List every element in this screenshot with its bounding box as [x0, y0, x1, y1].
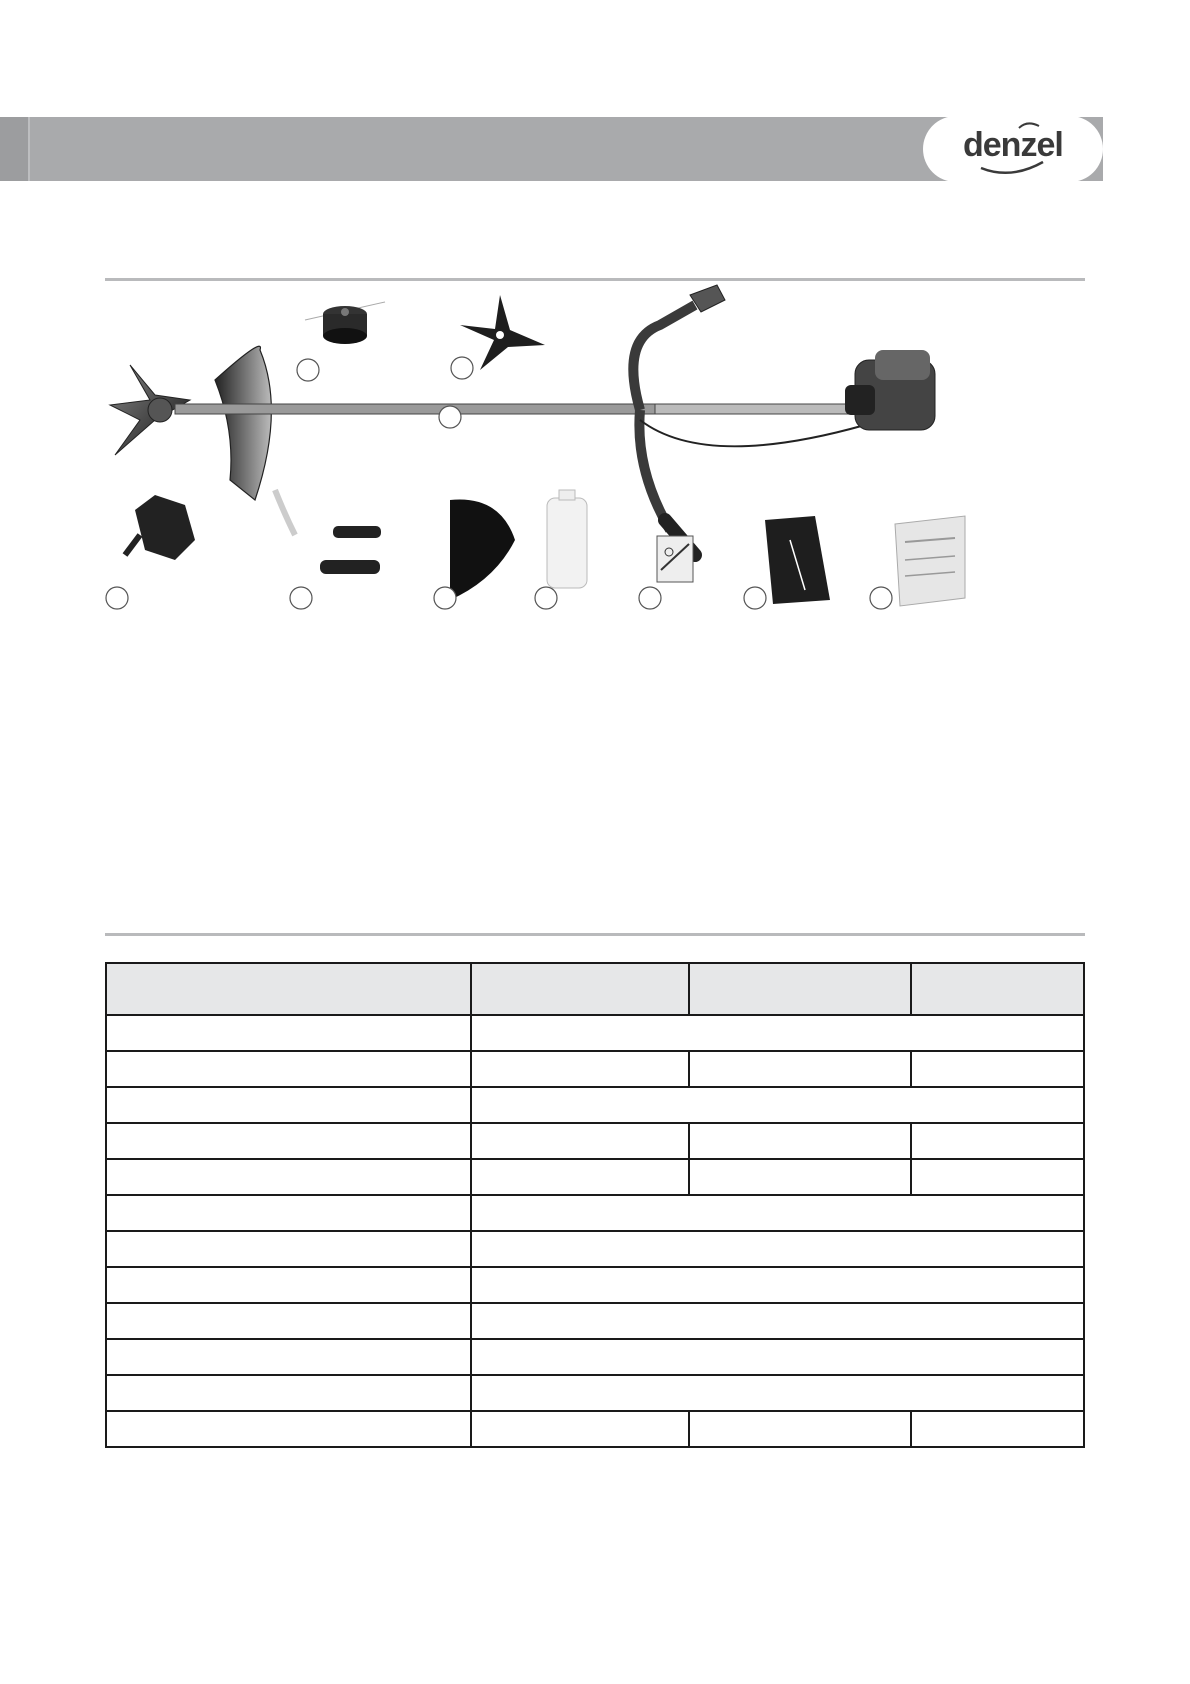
table-cell	[106, 1375, 471, 1411]
table-cell	[106, 1051, 471, 1087]
callout-circle	[639, 587, 661, 609]
table-cell	[106, 1087, 471, 1123]
table-cell	[106, 1123, 471, 1159]
table-header-cell	[689, 963, 912, 1015]
table-cell	[471, 1231, 1084, 1267]
harness-icon	[125, 495, 195, 560]
callout-circle	[744, 587, 766, 609]
brand-logo	[923, 116, 1103, 182]
callout-circle	[439, 406, 461, 428]
shaft-coupling-icon	[655, 404, 855, 414]
table-row	[106, 1375, 1084, 1411]
table-row	[106, 1411, 1084, 1447]
brand-logo-text: denzel	[963, 126, 1063, 164]
callout-circle	[451, 357, 473, 379]
table-cell	[106, 1159, 471, 1195]
three-tooth-blade-icon	[460, 295, 545, 370]
blade-guard-extension-icon	[450, 500, 515, 601]
side-handles-icon	[275, 490, 381, 574]
table-row	[106, 1195, 1084, 1231]
table-cell	[106, 1015, 471, 1051]
callout-circle	[290, 587, 312, 609]
table-cell	[471, 1267, 1084, 1303]
table-cell	[689, 1051, 912, 1087]
table-row	[106, 1051, 1084, 1087]
mixing-bottle-icon	[547, 490, 587, 588]
engine-icon	[845, 350, 935, 430]
table-cell	[106, 1195, 471, 1231]
table-row	[106, 1123, 1084, 1159]
table-cell	[689, 1159, 912, 1195]
table-header-cell	[106, 963, 471, 1015]
table-cell	[106, 1411, 471, 1447]
table-row	[106, 1159, 1084, 1195]
handlebar-icon	[633, 305, 695, 410]
table-cell	[911, 1123, 1084, 1159]
callout-circle	[434, 587, 456, 609]
table-cell	[911, 1411, 1084, 1447]
table-cell	[471, 1015, 1084, 1051]
table-header-cell	[471, 963, 689, 1015]
logo-swoosh-icon	[923, 116, 1103, 182]
user-manual-icon	[765, 516, 830, 604]
section-rule-specs	[105, 933, 1085, 936]
table-row	[106, 1015, 1084, 1051]
table-row	[106, 1303, 1084, 1339]
specifications-table	[105, 962, 1085, 1448]
callout-circle	[106, 587, 128, 609]
callout-circle	[870, 587, 892, 609]
table-cell	[106, 1231, 471, 1267]
table-cell	[471, 1159, 689, 1195]
table-cell	[471, 1411, 689, 1447]
table-cell	[106, 1303, 471, 1339]
table-cell	[106, 1267, 471, 1303]
table-cell	[689, 1123, 912, 1159]
callout-circle	[297, 359, 319, 381]
table-cell	[471, 1087, 1084, 1123]
table-cell	[471, 1339, 1084, 1375]
table-row	[106, 1231, 1084, 1267]
table-header-row	[106, 963, 1084, 1015]
callout-circle	[535, 587, 557, 609]
trimmer-head-icon	[305, 302, 385, 344]
table-cell	[471, 1375, 1084, 1411]
table-cell	[471, 1123, 689, 1159]
table-cell	[689, 1411, 912, 1447]
table-cell	[911, 1159, 1084, 1195]
table-header-cell	[911, 963, 1084, 1015]
table-cell	[471, 1195, 1084, 1231]
drive-shaft-icon	[175, 404, 655, 414]
table-cell	[471, 1303, 1084, 1339]
package-contents-figure	[105, 280, 1085, 620]
warranty-card-icon	[895, 516, 965, 606]
throttle-cable-icon	[640, 420, 865, 446]
header-tab	[0, 117, 30, 181]
table-row	[106, 1087, 1084, 1123]
table-row	[106, 1339, 1084, 1375]
table-cell	[471, 1051, 689, 1087]
table-cell	[911, 1051, 1084, 1087]
tool-kit-icon	[657, 536, 693, 582]
table-row	[106, 1267, 1084, 1303]
table-cell	[106, 1339, 471, 1375]
blade-guard-icon	[215, 346, 271, 500]
